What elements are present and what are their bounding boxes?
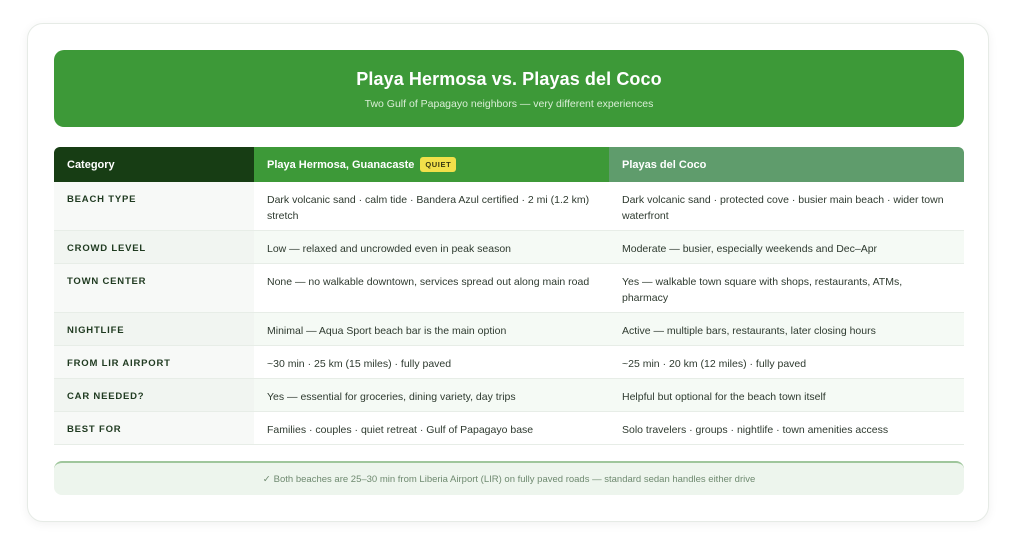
- comparison-table: [54, 147, 964, 445]
- table-row: [54, 313, 964, 346]
- column-header-playa-hermosa-label: Playa Hermosa, Guanacaste: [267, 158, 415, 171]
- row-cell-playa-hermosa: Yes — essential for groceries, dining variety, day trips: [254, 379, 609, 411]
- table-row: [54, 264, 964, 313]
- row-category: BEST FOR: [54, 412, 254, 444]
- page-subtitle: Two Gulf of Papagayo neighbors — very different experiences: [364, 98, 654, 110]
- row-category: TOWN CENTER: [54, 264, 254, 312]
- footer-note-text: Both beaches are 25–30 min from Liberia Airport (LIR) on fully paved roads — standard sedan handles either drive: [273, 473, 756, 485]
- row-category: FROM LIR AIRPORT: [54, 346, 254, 378]
- row-cell-playa-hermosa: Dark volcanic sand · calm tide · Bandera Azul certified · 2 mi (1.2 km) stretch: [254, 182, 609, 230]
- header-banner: [54, 50, 964, 127]
- row-cell-playa-hermosa: Minimal — Aqua Sport beach bar is the main option: [254, 313, 609, 345]
- row-cell-playas-del-coco: Solo travelers · groups · nightlife · town amenities access: [609, 412, 964, 444]
- table-row: [54, 346, 964, 379]
- table-row: [54, 412, 964, 445]
- column-header-category: [54, 147, 254, 182]
- row-cell-playas-del-coco: Helpful but optional for the beach town itself: [609, 379, 964, 411]
- row-cell-playas-del-coco: Dark volcanic sand · protected cove · busier main beach · wider town waterfront: [609, 182, 964, 230]
- row-category: NIGHTLIFE: [54, 313, 254, 345]
- row-cell-playas-del-coco: Active — multiple bars, restaurants, later closing hours: [609, 313, 964, 345]
- row-cell-playa-hermosa: None — no walkable downtown, services spread out along main road: [254, 264, 609, 312]
- row-cell-playas-del-coco: Yes — walkable town square with shops, restaurants, ATMs, pharmacy: [609, 264, 964, 312]
- column-header-category-label: Category: [67, 158, 115, 171]
- column-header-playas-del-coco-label: Playas del Coco: [622, 158, 707, 171]
- table-row: [54, 379, 964, 412]
- table-row: [54, 231, 964, 264]
- table-header: [54, 147, 964, 182]
- row-cell-playas-del-coco: Moderate — busier, especially weekends and Dec–Apr: [609, 231, 964, 263]
- checkmark-icon: ✓: [262, 473, 271, 485]
- comparison-card: [27, 23, 989, 522]
- row-category: CAR NEEDED?: [54, 379, 254, 411]
- row-cell-playas-del-coco: ~25 min · 20 km (12 miles) · fully paved: [609, 346, 964, 378]
- column-header-playas-del-coco: [609, 147, 964, 182]
- row-cell-playa-hermosa: Low — relaxed and uncrowded even in peak season: [254, 231, 609, 263]
- row-category: CROWD LEVEL: [54, 231, 254, 263]
- footer-note: [54, 461, 964, 495]
- page-title: Playa Hermosa vs. Playas del Coco: [356, 69, 662, 89]
- row-category: BEACH TYPE: [54, 182, 254, 230]
- column-header-playa-hermosa: [254, 147, 609, 182]
- row-cell-playa-hermosa: Families · couples · quiet retreat · Gulf of Papagayo base: [254, 412, 609, 444]
- row-cell-playa-hermosa: ~30 min · 25 km (15 miles) · fully paved: [254, 346, 609, 378]
- quiet-badge: QUIET: [420, 157, 456, 172]
- table-row: [54, 182, 964, 231]
